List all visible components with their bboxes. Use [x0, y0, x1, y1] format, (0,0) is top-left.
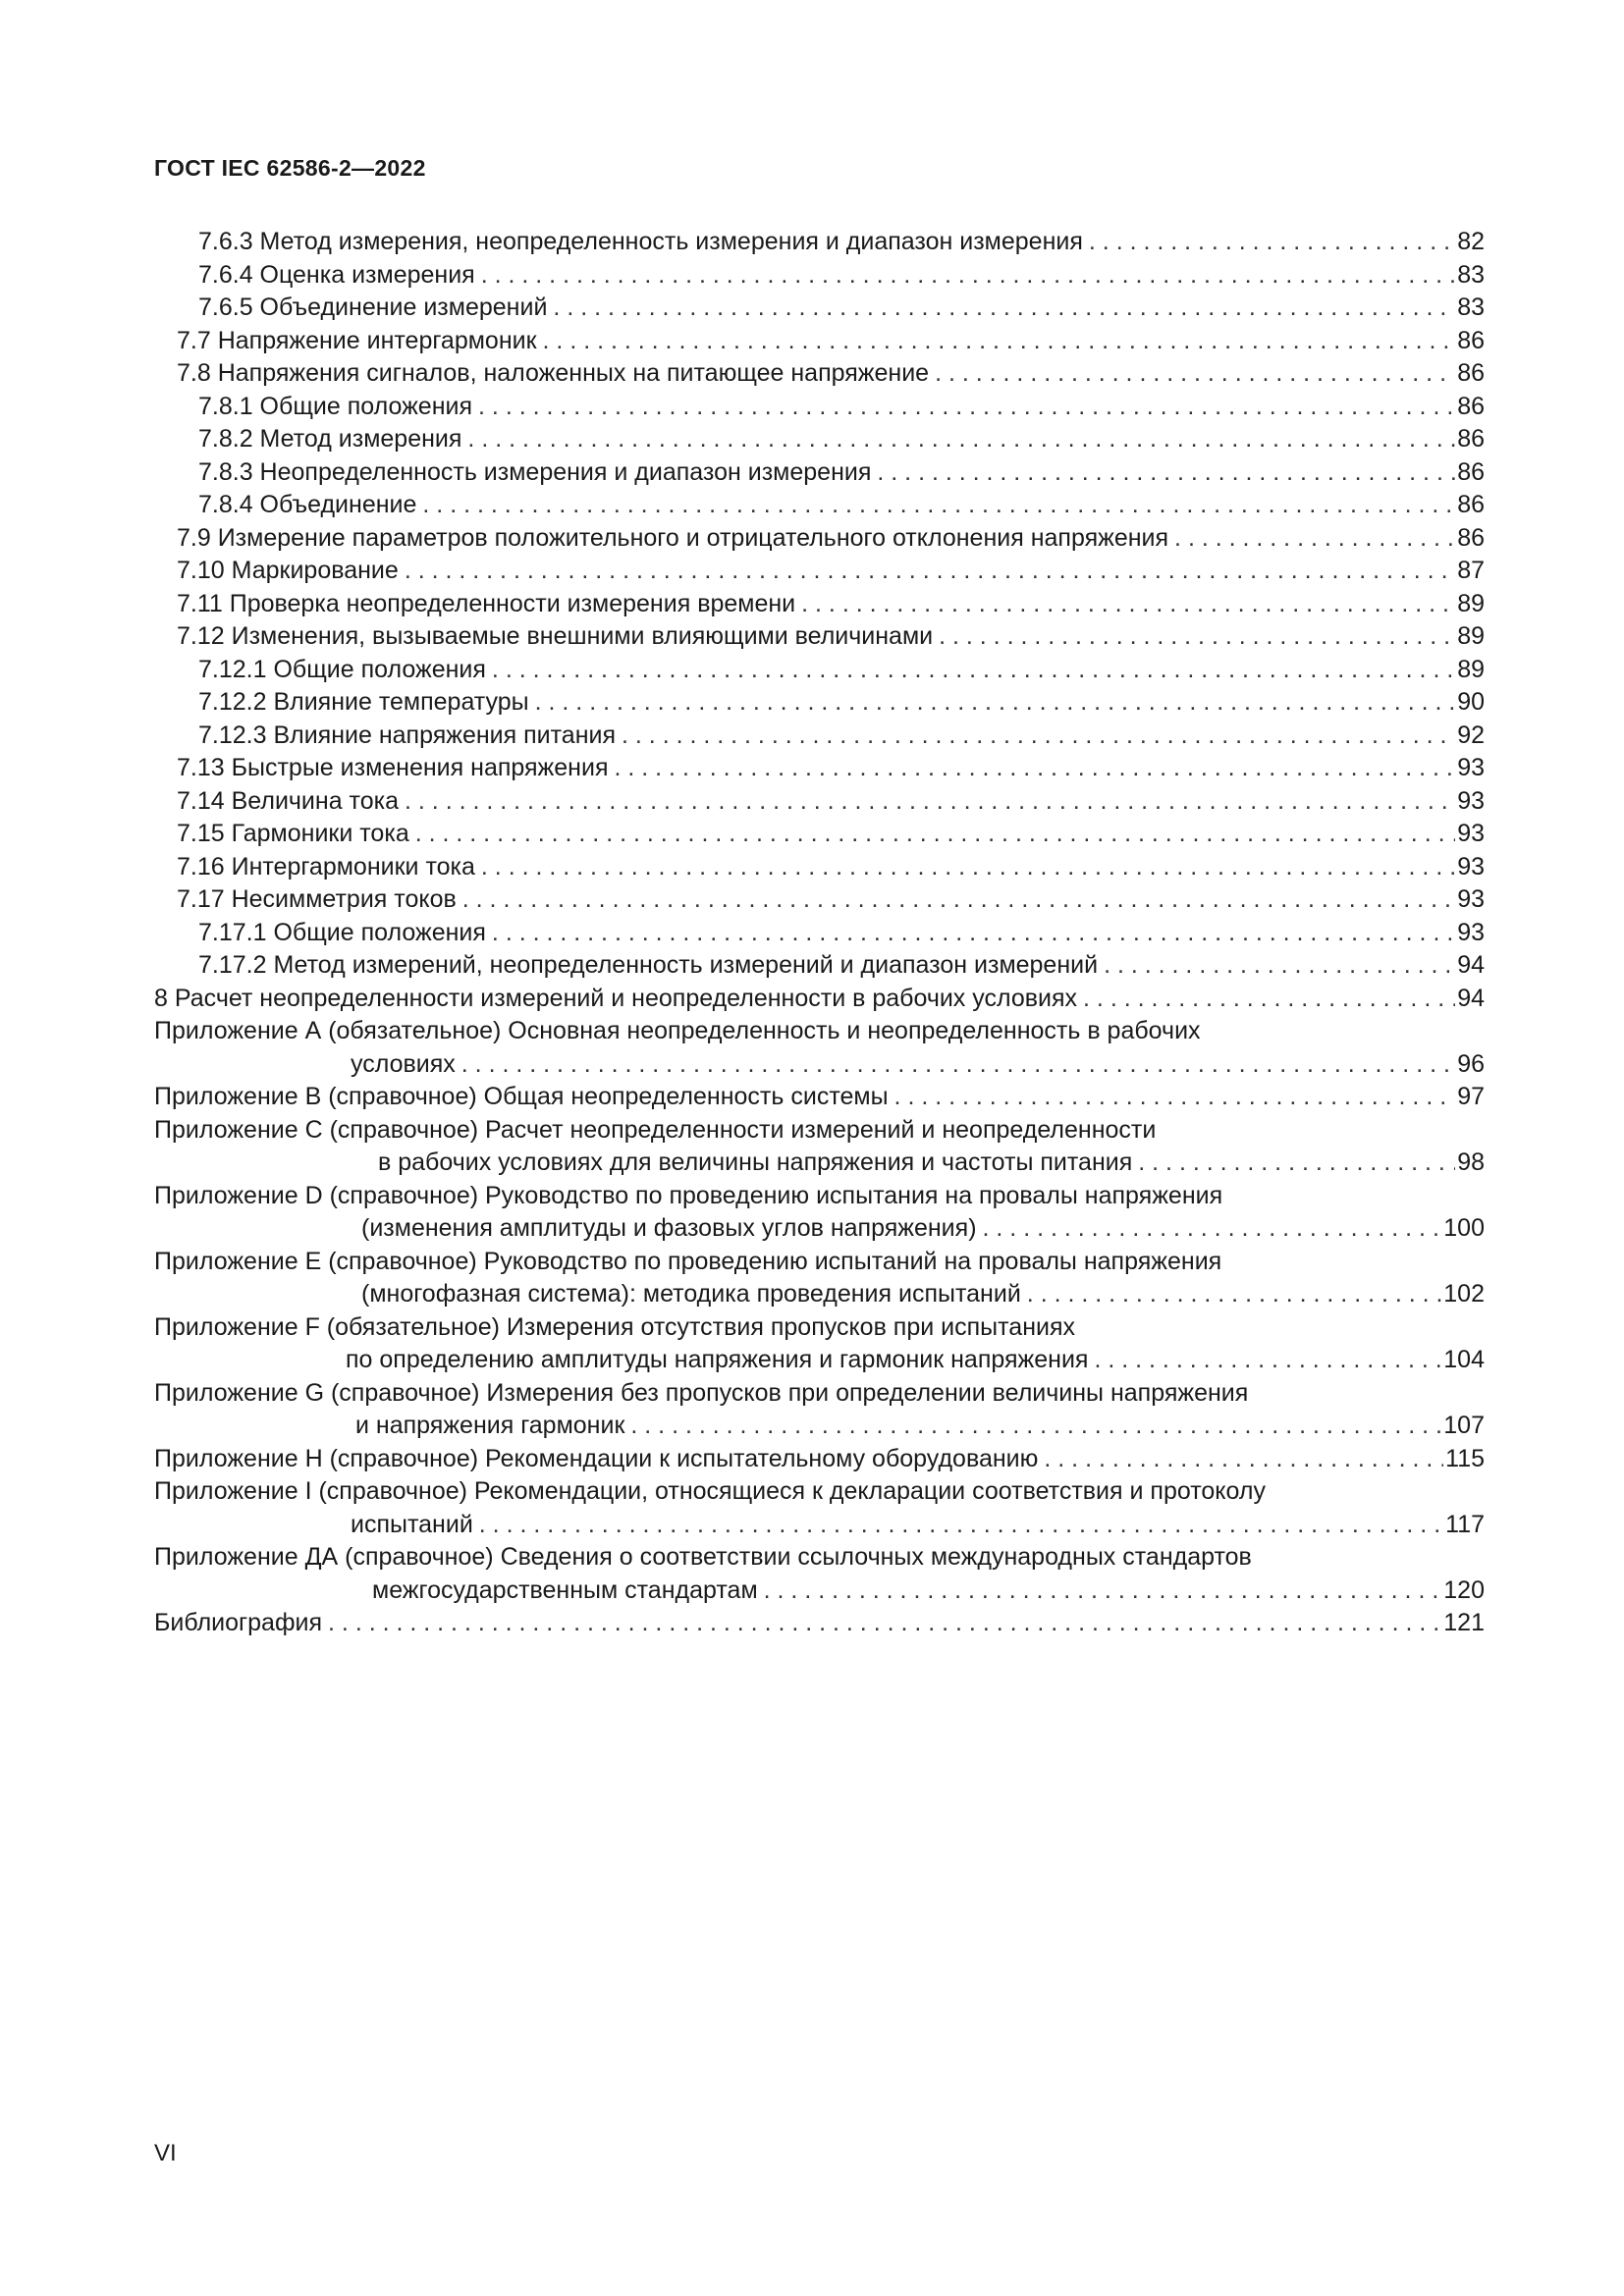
toc-entry-title: межгосударственным стандартам	[372, 1575, 758, 1604]
toc-line	[154, 1509, 1485, 1542]
toc-entry-title: 8 Расчет неопределенности измерений и неопределенности в рабочих условиях	[154, 984, 1078, 1012]
toc-leader-dots	[543, 325, 1456, 358]
toc-entry-title: 7.12.1 Общие положения	[198, 655, 486, 683]
toc-leader-dots	[939, 620, 1455, 654]
toc-entry-title: в рабочих условиях для величины напряжения и частоты питания	[378, 1148, 1133, 1176]
toc-page-number: 92	[1457, 721, 1485, 749]
toc-line	[154, 983, 1485, 1016]
toc-page-number: 87	[1457, 557, 1485, 584]
toc-leader-dots	[935, 357, 1455, 391]
toc-entry[interactable]	[154, 1541, 1485, 1607]
toc-entry[interactable]	[154, 949, 1485, 983]
toc-page-number: 104	[1443, 1346, 1485, 1373]
toc-page-number: 117	[1445, 1510, 1485, 1538]
toc-entry[interactable]	[154, 391, 1485, 424]
toc-entry[interactable]	[154, 456, 1485, 490]
toc-entry-title: Приложение F (обязательное) Измерения отсутствия пропусков при испытаниях	[154, 1312, 1076, 1341]
toc-page-number: 86	[1457, 457, 1485, 486]
toc-entry-title: 7.17 Несимметрия токов	[177, 885, 457, 913]
toc-entry-title: (изменения амплитуды и фазовых углов напряжения)	[361, 1214, 977, 1242]
toc-entry[interactable]	[154, 851, 1485, 884]
toc-page-number: 90	[1457, 688, 1485, 716]
toc-entry-title: Библиография	[154, 1609, 323, 1636]
toc-leader-dots	[1104, 949, 1455, 983]
toc-entry[interactable]	[154, 686, 1485, 720]
toc-line	[154, 1607, 1485, 1640]
toc-entry-title: Приложение I (справочное) Рекомендации, относящиеся к декларации соответствия и протоколу	[154, 1477, 1266, 1505]
toc-entry-title: 7.6.5 Объединение измерений	[198, 294, 548, 321]
toc-leader-dots	[478, 391, 1455, 424]
toc-line	[154, 1048, 1485, 1082]
toc-leader-dots	[630, 1410, 1441, 1443]
toc-leader-dots	[479, 1509, 1443, 1542]
toc-entry[interactable]	[154, 1246, 1485, 1311]
toc-entry[interactable]	[154, 917, 1485, 950]
toc-line	[154, 357, 1485, 391]
toc-entry[interactable]	[154, 555, 1485, 588]
toc-leader-dots	[415, 818, 1455, 851]
toc-leader-dots	[983, 1212, 1442, 1246]
toc-entry-title: Приложение А (обязательное) Основная неопределенность и неопределенность в рабочих	[154, 1017, 1201, 1044]
toc-page-number: 120	[1443, 1575, 1485, 1604]
toc-entry[interactable]	[154, 1311, 1485, 1377]
toc-line	[154, 1541, 1485, 1575]
toc-page-number: 86	[1457, 491, 1485, 518]
toc-leader-dots	[492, 917, 1455, 950]
toc-entry-title: 7.13 Быстрые изменения напряжения	[177, 754, 609, 781]
table-of-contents	[154, 226, 1485, 1640]
toc-leader-dots	[894, 1081, 1456, 1114]
toc-line	[154, 686, 1485, 720]
toc-line	[154, 917, 1485, 950]
toc-line	[154, 489, 1485, 522]
toc-leader-dots	[1174, 522, 1455, 556]
toc-entry-title: 7.8.1 Общие положения	[198, 392, 473, 420]
toc-leader-dots	[535, 686, 1456, 720]
toc-line	[154, 1147, 1485, 1180]
toc-leader-dots	[492, 654, 1455, 687]
toc-page-number: 86	[1457, 523, 1485, 552]
toc-line	[154, 456, 1485, 490]
toc-line	[154, 391, 1485, 424]
toc-entry-title: 7.17.1 Общие положения	[198, 918, 486, 946]
toc-page-number: 82	[1457, 228, 1485, 255]
toc-entry-title: по определению амплитуды напряжения и гармоник напряжения	[346, 1346, 1089, 1373]
toc-page-number: 93	[1457, 820, 1485, 847]
toc-entry-title: 7.15 Гармоники тока	[177, 820, 409, 847]
toc-page-number: 93	[1457, 852, 1485, 881]
toc-entry-title: 7.16 Интергармоники тока	[177, 852, 475, 881]
toc-page-number: 93	[1457, 885, 1485, 913]
toc-line	[154, 785, 1485, 819]
toc-line	[154, 226, 1485, 259]
toc-entry[interactable]	[154, 1377, 1485, 1443]
toc-line	[154, 1180, 1485, 1213]
toc-entry[interactable]	[154, 620, 1485, 654]
document-code-header: ГОСТ IEC 62586-2—2022	[154, 155, 426, 181]
toc-page-number: 121	[1443, 1609, 1485, 1636]
toc-page-number: 96	[1457, 1049, 1485, 1078]
toc-line	[154, 1015, 1485, 1048]
toc-entry[interactable]	[154, 983, 1485, 1016]
toc-line	[154, 883, 1485, 917]
toc-line	[154, 1344, 1485, 1377]
toc-entry[interactable]	[154, 1475, 1485, 1541]
toc-entry[interactable]	[154, 1607, 1485, 1640]
toc-line	[154, 1575, 1485, 1608]
toc-entry[interactable]	[154, 720, 1485, 753]
toc-entry[interactable]	[154, 292, 1485, 325]
toc-page-number: 93	[1457, 786, 1485, 815]
toc-line	[154, 423, 1485, 456]
toc-leader-dots	[553, 292, 1455, 325]
toc-entry[interactable]	[154, 489, 1485, 522]
toc-entry[interactable]	[154, 588, 1485, 621]
toc-leader-dots	[1083, 983, 1455, 1016]
toc-page-number: 115	[1445, 1444, 1485, 1472]
toc-entry-title: Приложение С (справочное) Расчет неопределенности измерений и неопределенности	[154, 1115, 1157, 1144]
toc-entry-title: 7.6.4 Оценка измерения	[198, 260, 475, 289]
toc-entry[interactable]	[154, 423, 1485, 456]
toc-line	[154, 325, 1485, 358]
toc-entry-title: Приложение В (справочное) Общая неопределенность системы	[154, 1083, 889, 1110]
page-number: VI	[154, 2140, 177, 2166]
toc-leader-dots	[481, 851, 1455, 884]
toc-page-number: 86	[1457, 392, 1485, 420]
toc-page-number: 97	[1457, 1083, 1485, 1110]
toc-entry[interactable]	[154, 785, 1485, 819]
toc-entry-title: (многофазная система): методика проведения испытаний	[361, 1280, 1021, 1308]
toc-line	[154, 588, 1485, 621]
toc-entry-title: 7.7 Напряжение интергармоник	[177, 326, 537, 354]
toc-page-number: 83	[1457, 294, 1485, 321]
toc-leader-dots	[614, 752, 1455, 785]
toc-entry[interactable]	[154, 1114, 1485, 1180]
toc-entry[interactable]	[154, 1180, 1485, 1246]
toc-entry-title: 7.10 Маркирование	[177, 557, 399, 584]
toc-entry-title: 7.6.3 Метод измерения, неопределенность измерения и диапазон измерения	[198, 228, 1083, 255]
toc-page-number: 98	[1457, 1148, 1485, 1176]
toc-entry-title: 7.8.2 Метод измерения	[198, 425, 462, 453]
toc-line	[154, 1212, 1485, 1246]
toc-entry[interactable]	[154, 1443, 1485, 1476]
toc-page-number: 93	[1457, 754, 1485, 781]
toc-entry-title: 7.8 Напряжения сигналов, наложенных на питающее напряжение	[177, 359, 930, 387]
toc-entry-title: 7.9 Измерение параметров положительного и отрицательного отклонения напряжения	[177, 523, 1169, 552]
toc-line	[154, 620, 1485, 654]
toc-line	[154, 1081, 1485, 1114]
toc-page-number: 94	[1457, 951, 1485, 979]
toc-line	[154, 818, 1485, 851]
toc-leader-dots	[1138, 1147, 1455, 1180]
toc-entry[interactable]	[154, 1015, 1485, 1081]
toc-entry-title: 7.8.4 Объединение	[198, 491, 417, 518]
toc-line	[154, 1311, 1485, 1345]
toc-entry-title: Приложение ДА (справочное) Сведения о соответствии ссылочных международных стандартов	[154, 1543, 1252, 1571]
toc-entry-title: 7.14 Величина тока	[177, 786, 400, 815]
toc-leader-dots	[622, 720, 1455, 753]
toc-leader-dots	[764, 1575, 1442, 1608]
toc-entry-title: Приложение Н (справочное) Рекомендации к испытательному оборудованию	[154, 1444, 1039, 1472]
toc-line	[154, 1475, 1485, 1509]
toc-leader-dots	[481, 259, 1455, 293]
toc-entry-title: 7.11 Проверка неопределенности измерения времени	[177, 589, 796, 617]
toc-page-number: 100	[1443, 1214, 1485, 1242]
toc-entry[interactable]	[154, 259, 1485, 293]
toc-entry[interactable]	[154, 818, 1485, 851]
toc-page-number: 107	[1443, 1412, 1485, 1439]
toc-page-number: 89	[1457, 622, 1485, 650]
toc-entry[interactable]	[154, 522, 1485, 556]
toc-page-number: 86	[1457, 326, 1485, 354]
toc-line	[154, 292, 1485, 325]
toc-line	[154, 851, 1485, 884]
toc-entry-title: 7.17.2 Метод измерений, неопределенность измерений и диапазон измерений	[198, 951, 1099, 979]
toc-entry-title: 7.8.3 Неопределенность измерения и диапазон измерения	[198, 457, 872, 486]
toc-entry[interactable]	[154, 1081, 1485, 1114]
toc-page-number: 102	[1443, 1280, 1485, 1308]
toc-line	[154, 522, 1485, 556]
toc-page-number: 89	[1457, 589, 1485, 617]
toc-leader-dots	[467, 423, 1455, 456]
toc-leader-dots	[422, 489, 1455, 522]
toc-line	[154, 1278, 1485, 1311]
toc-leader-dots	[1044, 1443, 1443, 1476]
toc-leader-dots	[462, 883, 1455, 917]
toc-entry-title: Приложение G (справочное) Измерения без пропусков при определении величины напряжения	[154, 1378, 1249, 1407]
toc-line	[154, 949, 1485, 983]
toc-entry[interactable]	[154, 752, 1485, 785]
toc-entry-title: и напряжения гармоник	[355, 1412, 625, 1439]
toc-leader-dots	[405, 785, 1455, 819]
toc-line	[154, 259, 1485, 293]
toc-line	[154, 1377, 1485, 1411]
toc-page-number: 86	[1457, 359, 1485, 387]
toc-line	[154, 654, 1485, 687]
toc-line	[154, 1410, 1485, 1443]
toc-entry-title: Приложение D (справочное) Руководство по проведению испытания на провалы напряжения	[154, 1181, 1223, 1209]
toc-line	[154, 720, 1485, 753]
toc-leader-dots	[1027, 1278, 1441, 1311]
toc-entry[interactable]	[154, 226, 1485, 259]
toc-entry-title: 7.12.2 Влияние температуры	[198, 688, 529, 716]
toc-leader-dots	[1094, 1344, 1441, 1377]
toc-leader-dots	[1089, 226, 1455, 259]
toc-entry[interactable]	[154, 325, 1485, 358]
toc-leader-dots	[877, 456, 1455, 490]
toc-line	[154, 1246, 1485, 1279]
toc-entry[interactable]	[154, 883, 1485, 917]
toc-line	[154, 555, 1485, 588]
toc-entry[interactable]	[154, 357, 1485, 391]
toc-leader-dots	[405, 555, 1455, 588]
toc-entry-title: 7.12.3 Влияние напряжения питания	[198, 721, 617, 749]
toc-page-number: 94	[1457, 984, 1485, 1012]
toc-entry-title: Приложение Е (справочное) Руководство по проведению испытаний на провалы напряжения	[154, 1247, 1222, 1275]
toc-leader-dots	[801, 588, 1455, 621]
toc-page-number: 86	[1457, 425, 1485, 453]
toc-entry-title: условиях	[351, 1049, 456, 1078]
toc-line	[154, 1443, 1485, 1476]
toc-leader-dots	[461, 1048, 1455, 1082]
toc-entry[interactable]	[154, 654, 1485, 687]
toc-entry-title: 7.12 Изменения, вызываемые внешними влияющими величинами	[177, 622, 934, 650]
toc-page-number: 83	[1457, 260, 1485, 289]
toc-line	[154, 1114, 1485, 1148]
toc-page-number: 89	[1457, 655, 1485, 683]
toc-line	[154, 752, 1485, 785]
toc-leader-dots	[328, 1607, 1441, 1640]
toc-entry-title: испытаний	[351, 1510, 473, 1538]
toc-page-number: 93	[1457, 918, 1485, 946]
